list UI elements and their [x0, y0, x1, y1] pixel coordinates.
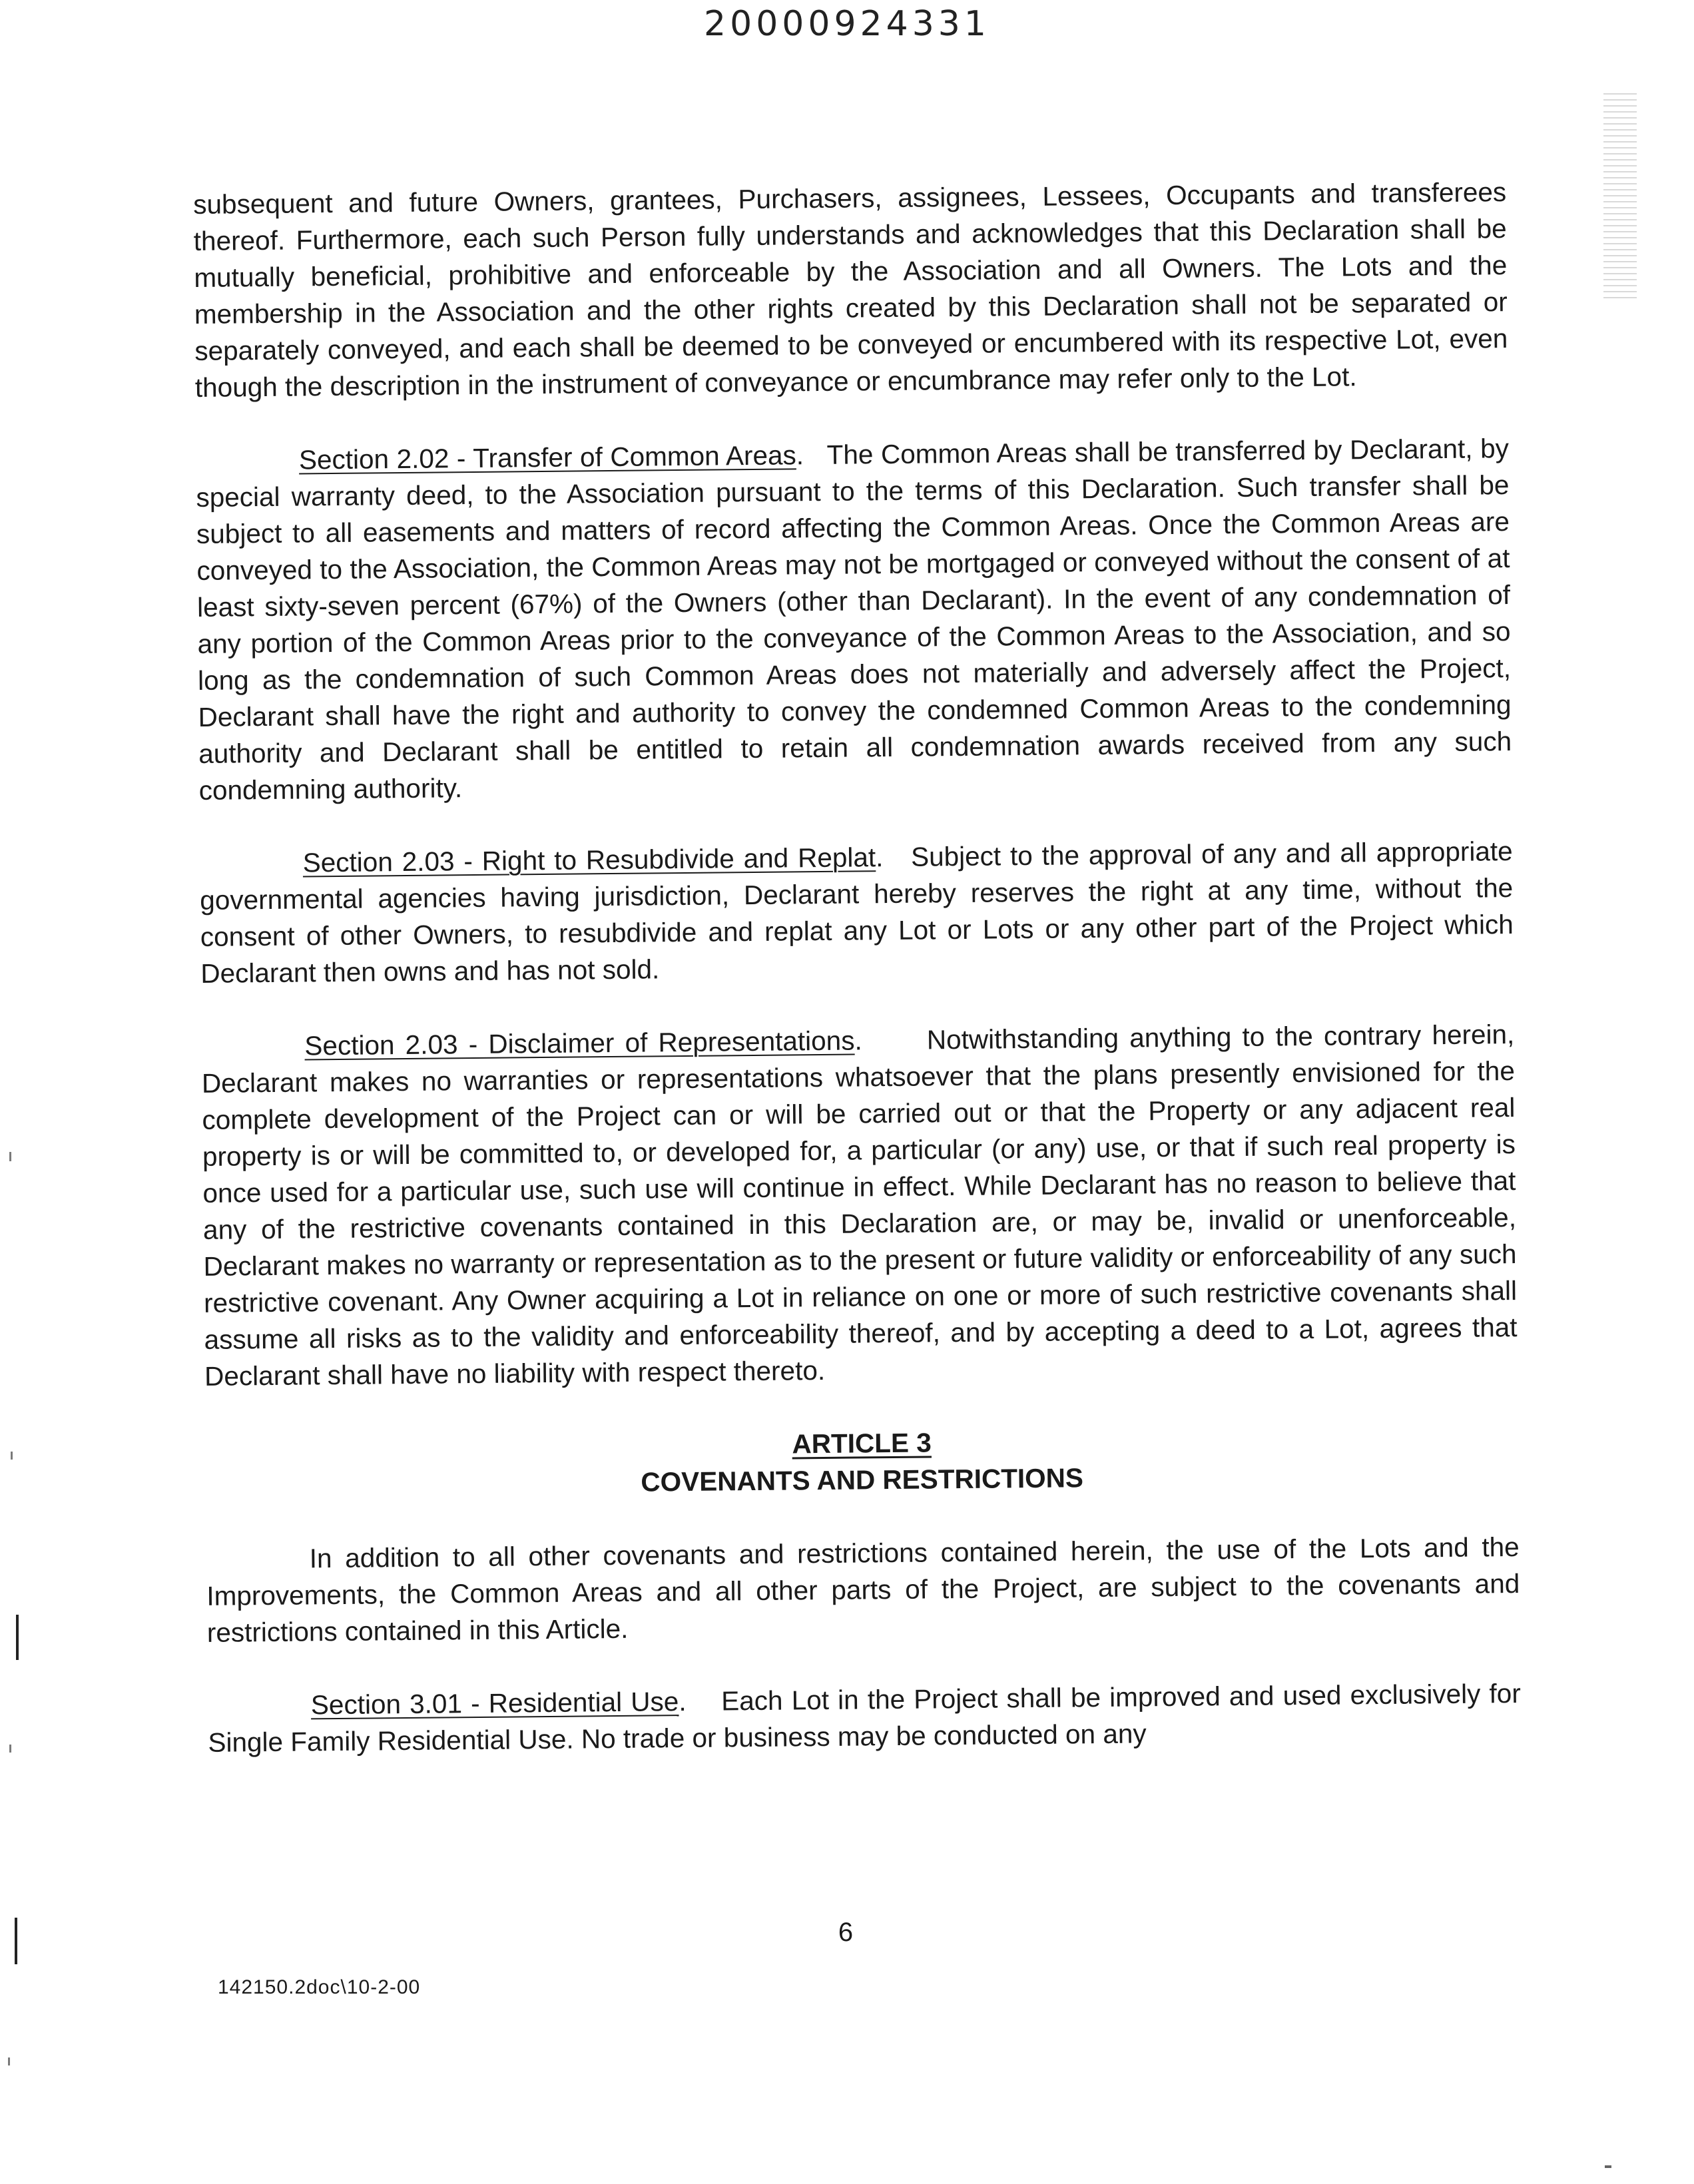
section-2-02-heading: Section 2.02 - Transfer of Common Areas: [298, 439, 796, 475]
scan-edge-mark: [11, 1452, 13, 1460]
section-2-02-text: The Common Areas shall be transferred by Declarant, by special warranty deed, to the Association pursuant to the terms of this Declaration. Such transfer shall be subject to all easements and matters of record affecting the Common Areas. Once the Common Areas are conveyed to the Association, the Common Areas may not be mortgaged or conveyed without the consent of at least sixty-seven percent (67%) of the Owners (other than Declarant). In the event of any condemnation of any portion of the Common Areas prior to the conveyance of the Common Areas to the Association, and so long as the condemnation of such Common Areas does not materially and adversely affect the Project, Declarant shall have the right and authority to convey the condemned Common Areas to the condemning authority and Declarant shall be entitled to retain all condemnation awards received from any such condemning authority.: [196, 433, 1512, 806]
scan-edge-mark: [15, 1918, 17, 1964]
document-body: [193, 174, 1522, 1798]
section-2-03-disclaimer-paragraph: Section 2.03 - Disclaimer of Representations. Notwithstanding anything to the contrary herein, Declarant makes no warranties or representations whatsoever that the plans presently envisioned for the complete development of the Project can or will be carried out or that the Property or any adjacent real property is or will be committed to, or developed for, a particular (or any) use, or that if such real property is once used for a particular use, such use will continue in effect. While Declarant has no reason to believe that any of the restrictive covenants contained in this Declaration are, or may be, invalid or unenforceable, Declarant makes no warranty or representation as to the present or future validity or enforceability of any such restrictive covenant. Any Owner acquiring a Lot in reliance on one or more of such restrictive covenants shall assume all risks as to the validity and enforceability thereof, and by accepting a deed to a Lot, agrees that Declarant shall have no liability with respect thereto.: [201, 1019, 1518, 1392]
section-3-01-paragraph: Section 3.01 - Residential Use. Each Lot in the Project shall be improved and used exclusively for Single Family Residential Use. No trade or business may be conducted on any: [208, 1677, 1522, 1758]
article-3-subtitle: COVENANTS AND RESTRICTIONS: [641, 1462, 1084, 1498]
section-2-03-resubdivide-heading: Section 2.03 - Right to Resubdivide and Replat: [302, 842, 876, 878]
section-3-01-text: Each Lot in the Project shall be improved and used exclusively for Single Family Residential Use. No trade or business may be conducted on any: [208, 1677, 1522, 1758]
continuation-paragraph: subsequent and future Owners, grantees, Purchasers, assignees, Lessees, Occupants and transferees thereof. Furthermore, each such Person fully understands and acknowledges that this Declaration shall be mutually beneficial, prohibitive and enforceable by the Association and all Owners. The Lots and the membership in the Association and the other rights created by this Declaration shall not be separated or separately conveyed, and each shall be deemed to be conveyed or encumbered with its respective Lot, even though the description in the instrument of conveyance or encumbrance may refer only to the Lot.: [193, 176, 1508, 403]
scan-edge-mark: [9, 1152, 11, 1161]
section-3-01-heading: Section 3.01 - Residential Use: [310, 1686, 679, 1721]
section-2-03-resubdivide-paragraph: Section 2.03 - Right to Resubdivide and Replat. Subject to the approval of any and all appropriate governmental agencies having jurisdiction, Declarant hereby reserves the right at any time, without the consent of other Owners, to resubdivide and replat any Lot or Lots or any other part of the Project which Declarant then owns and has not sold.: [200, 836, 1514, 989]
scan-edge-mark: [16, 1615, 19, 1660]
section-2-03-disclaimer-text: Notwithstanding anything to the contrary herein, Declarant makes no warranties or representations whatsoever that the plans presently envisioned for the complete development of the Project can or will be carried out or that the Property or any adjacent real property is or will be committed to, or developed for, a particular (or any) use, or that if such real property is once used for a particular use, such use will continue in effect. While Declarant has no reason to believe that any of the restrictive covenants contained in this Declaration are, or may be, invalid or unenforceable, Declarant makes no warranty or representation as to the present or future validity or enforceability of any such restrictive covenant. Any Owner acquiring a Lot in reliance on one or more of such restrictive covenants shall assume all risks as to the validity and enforceability thereof, and by accepting a deed to a Lot, agrees that Declarant shall have no liability with respect thereto.: [201, 1019, 1518, 1392]
article-3-intro-paragraph: In addition to all other covenants and restrictions contained herein, the use of the Lots and the Improvements, the Common Areas and all other parts of the Project, are subject to the covenants and restrictions contained in this Article.: [206, 1531, 1520, 1648]
footer-document-code: 142150.2doc\10-2-00: [218, 1976, 421, 1998]
section-2-03-resubdivide-text: Subject to the approval of any and all appropriate governmental agencies having jurisdiction, Declarant hereby reserves the right at any time, without the consent of other Owners, to resubdivide and replat any Lot or Lots or any other part of the Project which Declarant then owns and has not sold.: [200, 836, 1514, 989]
scan-edge-mark: [8, 2057, 10, 2065]
page-number: 6: [838, 1918, 854, 1947]
section-2-03-disclaimer-heading: Section 2.03 - Disclaimer of Representations: [304, 1025, 855, 1061]
scan-edge-mark: [9, 1745, 11, 1753]
article-3-heading-block: [205, 1419, 1519, 1505]
article-3-title: ARTICLE 3: [792, 1427, 932, 1460]
scan-edge-mark: [1605, 2165, 1611, 2168]
document-number: 20000924331: [704, 4, 990, 44]
scan-margin-artifact: [1603, 93, 1637, 300]
section-2-02-paragraph: Section 2.02 - Transfer of Common Areas. The Common Areas shall be transferred by Declarant, by special warranty deed, to the Association pursuant to the terms of this Declaration. Such transfer shall be subject to all easements and matters of record affecting the Common Areas. Once the Common Areas are conveyed to the Association, the Common Areas may not be mortgaged or conveyed without the consent of at least sixty-seven percent (67%) of the Owners (other than Declarant). In the event of any condemnation of any portion of the Common Areas prior to the conveyance of the Common Areas to the Association, and so long as the condemnation of such Common Areas does not materially and adversely affect the Project, Declarant shall have the right and authority to convey the condemned Common Areas to the condemning authority and Declarant shall be entitled to retain all condemnation awards received from any such condemning authority.: [196, 433, 1512, 806]
